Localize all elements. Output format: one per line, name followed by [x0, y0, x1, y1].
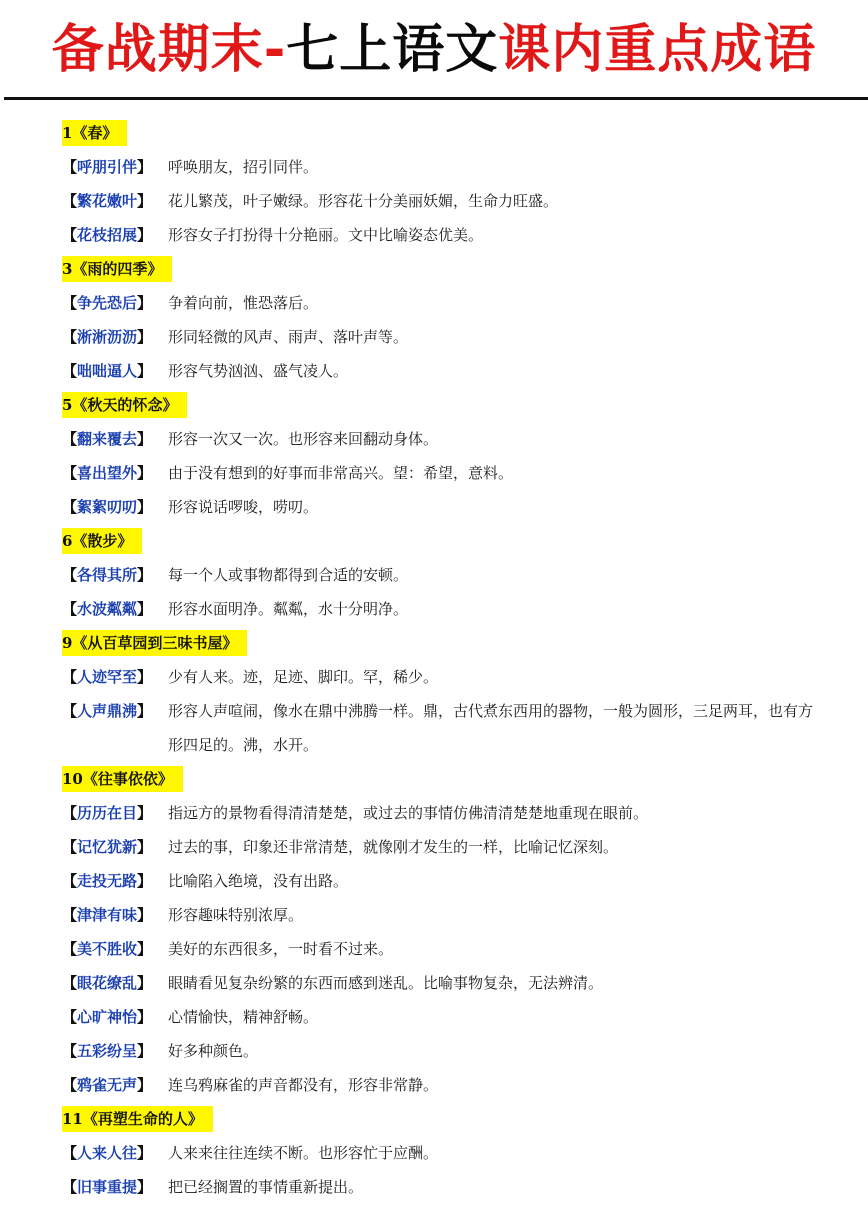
idiom-entry — [62, 864, 822, 898]
idiom-entry — [62, 1170, 822, 1204]
idiom-definition: 美好的东西很多，一时看不过来。 — [168, 940, 394, 958]
idiom-term — [62, 592, 168, 626]
lesson-section — [62, 116, 822, 252]
right-bracket: 】 — [137, 974, 153, 992]
right-bracket: 】 — [137, 294, 153, 312]
left-bracket: 【 — [62, 362, 78, 380]
idiom-term — [62, 1068, 168, 1102]
idiom-entry — [62, 320, 822, 354]
left-bracket: 【 — [62, 872, 78, 890]
idiom-entry — [62, 966, 822, 1000]
idiom-term — [62, 898, 168, 932]
idiom-term — [62, 1136, 168, 1170]
idiom-term — [62, 286, 168, 320]
idiom-definition: 过去的事，印象还非常清楚，就像刚才发生的一样，比喻记忆深刻。 — [168, 838, 619, 856]
idiom-word: 津津有味 — [77, 906, 138, 924]
left-bracket: 【 — [62, 498, 78, 516]
idiom-entry — [62, 796, 822, 830]
idiom-word: 人声鼎沸 — [77, 702, 138, 720]
left-bracket: 【 — [62, 192, 78, 210]
right-bracket: 】 — [137, 1008, 153, 1026]
idiom-word: 喜出望外 — [77, 464, 138, 482]
left-bracket: 【 — [62, 974, 78, 992]
idiom-word: 呼朋引伴 — [77, 158, 138, 176]
left-bracket: 【 — [62, 294, 78, 312]
idiom-term — [62, 660, 168, 694]
left-bracket: 【 — [62, 600, 78, 618]
idiom-definition: 形容女子打扮得十分艳丽。文中比喻姿态优美。 — [168, 226, 484, 244]
idiom-word: 淅淅沥沥 — [77, 328, 138, 346]
idiom-entry — [62, 1136, 822, 1170]
left-bracket: 【 — [62, 430, 78, 448]
idiom-word: 心旷神怡 — [77, 1008, 138, 1026]
idiom-word: 花枝招展 — [77, 226, 138, 244]
right-bracket: 】 — [137, 1042, 153, 1060]
idiom-definition: 花儿繁茂，叶子嫩绿。形容花十分美丽妖媚，生命力旺盛。 — [168, 192, 559, 210]
idiom-definition: 形容水面明净。粼粼，水十分明净。 — [168, 600, 409, 618]
right-bracket: 】 — [137, 430, 153, 448]
idiom-definition: 形同轻微的风声、雨声、落叶声等。 — [168, 328, 409, 346]
lesson-heading — [62, 116, 822, 150]
lesson-heading-text: 10《往事依依》 — [62, 766, 183, 792]
right-bracket: 】 — [137, 1178, 153, 1196]
idiom-entry — [62, 456, 822, 490]
left-bracket: 【 — [62, 702, 78, 720]
lesson-section — [62, 1102, 822, 1204]
left-bracket: 【 — [62, 940, 78, 958]
lesson-heading — [62, 388, 822, 422]
left-bracket: 【 — [62, 226, 78, 244]
lesson-section — [62, 626, 822, 762]
idiom-entry — [62, 830, 822, 864]
idiom-term — [62, 218, 168, 252]
idiom-word: 历历在目 — [77, 804, 138, 822]
lesson-section — [62, 762, 822, 1102]
lesson-heading — [62, 524, 822, 558]
title-part-red-1: 备战期末- — [51, 20, 287, 80]
left-bracket: 【 — [62, 158, 78, 176]
idiom-definition: 好多种颜色。 — [168, 1042, 259, 1060]
idiom-term — [62, 422, 168, 456]
title-part-red-2: 课内重点成语 — [498, 20, 817, 80]
right-bracket: 】 — [137, 702, 153, 720]
idiom-definition: 形容人声喧闹，像水在鼎中沸腾一样。鼎，古代煮东西用的器物，一般为圆形，三足两耳，也有方形四足的。沸，水开。 — [168, 702, 814, 754]
idiom-definition: 眼睛看见复杂纷繁的东西而感到迷乱。比喻事物复杂，无法辨清。 — [168, 974, 604, 992]
idiom-word: 各得其所 — [77, 566, 138, 584]
idiom-entry — [62, 422, 822, 456]
idiom-entry — [62, 1000, 822, 1034]
idiom-entry — [62, 660, 822, 694]
idiom-entry — [62, 592, 822, 626]
lesson-heading — [62, 1102, 822, 1136]
idiom-term — [62, 796, 168, 830]
lesson-heading-text: 11《再塑生命的人》 — [62, 1106, 213, 1132]
idiom-entry — [62, 150, 822, 184]
idiom-entry — [62, 1034, 822, 1068]
idiom-definition: 形容一次又一次。也形容来回翻动身体。 — [168, 430, 439, 448]
lesson-heading-text: 1《春》 — [62, 120, 127, 146]
idiom-entry — [62, 286, 822, 320]
page-title — [0, 14, 868, 86]
idiom-entry — [62, 558, 822, 592]
right-bracket: 】 — [137, 872, 153, 890]
idiom-definition: 形容气势汹汹、盛气凌人。 — [168, 362, 349, 380]
idiom-definition: 连乌鸦麻雀的声音都没有，形容非常静。 — [168, 1076, 439, 1094]
idiom-definition: 每一个人或事物都得到合适的安顿。 — [168, 566, 409, 584]
idiom-term — [62, 320, 168, 354]
idiom-word: 记忆犹新 — [77, 838, 138, 856]
lesson-heading — [62, 252, 822, 286]
lesson-heading-text: 5《秋天的怀念》 — [62, 392, 187, 418]
title-divider — [4, 97, 868, 100]
idiom-entry — [62, 490, 822, 524]
idiom-word: 争先恐后 — [77, 294, 138, 312]
idiom-entry — [62, 898, 822, 932]
left-bracket: 【 — [62, 1042, 78, 1060]
left-bracket: 【 — [62, 328, 78, 346]
idiom-term — [62, 558, 168, 592]
idiom-list — [62, 116, 822, 1204]
lesson-heading-text: 3《雨的四季》 — [62, 256, 172, 282]
idiom-term — [62, 830, 168, 864]
idiom-word: 水波粼粼 — [77, 600, 138, 618]
lesson-heading-text: 9《从百草园到三味书屋》 — [62, 630, 247, 656]
idiom-word: 繁花嫩叶 — [77, 192, 138, 210]
right-bracket: 】 — [137, 498, 153, 516]
left-bracket: 【 — [62, 668, 78, 686]
left-bracket: 【 — [62, 1178, 78, 1196]
idiom-term — [62, 1034, 168, 1068]
lesson-section — [62, 388, 822, 524]
idiom-definition: 由于没有想到的好事而非常高兴。望：希望，意料。 — [168, 464, 514, 482]
lesson-heading-text: 6《散步》 — [62, 528, 142, 554]
left-bracket: 【 — [62, 804, 78, 822]
lesson-heading — [62, 762, 822, 796]
idiom-definition: 人来来往往连续不断。也形容忙于应酬。 — [168, 1144, 439, 1162]
right-bracket: 】 — [137, 328, 153, 346]
idiom-definition: 心情愉快，精神舒畅。 — [168, 1008, 319, 1026]
idiom-term — [62, 1000, 168, 1034]
left-bracket: 【 — [62, 1076, 78, 1094]
idiom-word: 鸦雀无声 — [77, 1076, 138, 1094]
right-bracket: 】 — [137, 464, 153, 482]
idiom-term — [62, 150, 168, 184]
idiom-definition: 指远方的景物看得清清楚楚，或过去的事情仿佛清清楚楚地重现在眼前。 — [168, 804, 649, 822]
right-bracket: 】 — [137, 362, 153, 380]
idiom-entry — [62, 694, 822, 762]
lesson-heading — [62, 626, 822, 660]
idiom-entry — [62, 184, 822, 218]
idiom-definition: 形容趣味特别浓厚。 — [168, 906, 304, 924]
idiom-entry — [62, 932, 822, 966]
idiom-word: 旧事重提 — [77, 1178, 138, 1196]
title-part-black: 七上语文 — [286, 20, 499, 80]
idiom-word: 人来人往 — [77, 1144, 138, 1162]
right-bracket: 】 — [137, 804, 153, 822]
idiom-term — [62, 490, 168, 524]
right-bracket: 】 — [137, 906, 153, 924]
idiom-entry — [62, 218, 822, 252]
right-bracket: 】 — [137, 226, 153, 244]
idiom-term — [62, 694, 168, 728]
right-bracket: 】 — [137, 600, 153, 618]
idiom-word: 絮絮叨叨 — [77, 498, 138, 516]
idiom-term — [62, 932, 168, 966]
right-bracket: 】 — [137, 158, 153, 176]
idiom-entry — [62, 1068, 822, 1102]
left-bracket: 【 — [62, 1144, 78, 1162]
idiom-word: 美不胜收 — [77, 940, 138, 958]
left-bracket: 【 — [62, 464, 78, 482]
left-bracket: 【 — [62, 1008, 78, 1026]
right-bracket: 】 — [137, 940, 153, 958]
idiom-definition: 比喻陷入绝境，没有出路。 — [168, 872, 349, 890]
right-bracket: 】 — [137, 1144, 153, 1162]
idiom-definition: 把已经搁置的事情重新提出。 — [168, 1178, 364, 1196]
lesson-section — [62, 524, 822, 626]
left-bracket: 【 — [62, 906, 78, 924]
idiom-term — [62, 864, 168, 898]
idiom-term — [62, 1170, 168, 1204]
right-bracket: 】 — [137, 566, 153, 584]
idiom-definition: 呼唤朋友，招引同伴。 — [168, 158, 319, 176]
idiom-word: 走投无路 — [77, 872, 138, 890]
idiom-word: 咄咄逼人 — [77, 362, 138, 380]
idiom-term — [62, 354, 168, 388]
idiom-definition: 形容说话啰唆，唠叨。 — [168, 498, 319, 516]
idiom-entry — [62, 354, 822, 388]
idiom-word: 眼花缭乱 — [77, 974, 138, 992]
idiom-definition: 争着向前，惟恐落后。 — [168, 294, 319, 312]
right-bracket: 】 — [137, 192, 153, 210]
right-bracket: 】 — [137, 838, 153, 856]
idiom-word: 五彩纷呈 — [77, 1042, 138, 1060]
left-bracket: 【 — [62, 838, 78, 856]
idiom-term — [62, 456, 168, 490]
left-bracket: 【 — [62, 566, 78, 584]
idiom-term — [62, 966, 168, 1000]
idiom-definition: 少有人来。迹，足迹、脚印。罕，稀少。 — [168, 668, 439, 686]
right-bracket: 】 — [137, 668, 153, 686]
idiom-term — [62, 184, 168, 218]
idiom-word: 人迹罕至 — [77, 668, 138, 686]
idiom-word: 翻来覆去 — [77, 430, 138, 448]
right-bracket: 】 — [137, 1076, 153, 1094]
lesson-section — [62, 252, 822, 388]
